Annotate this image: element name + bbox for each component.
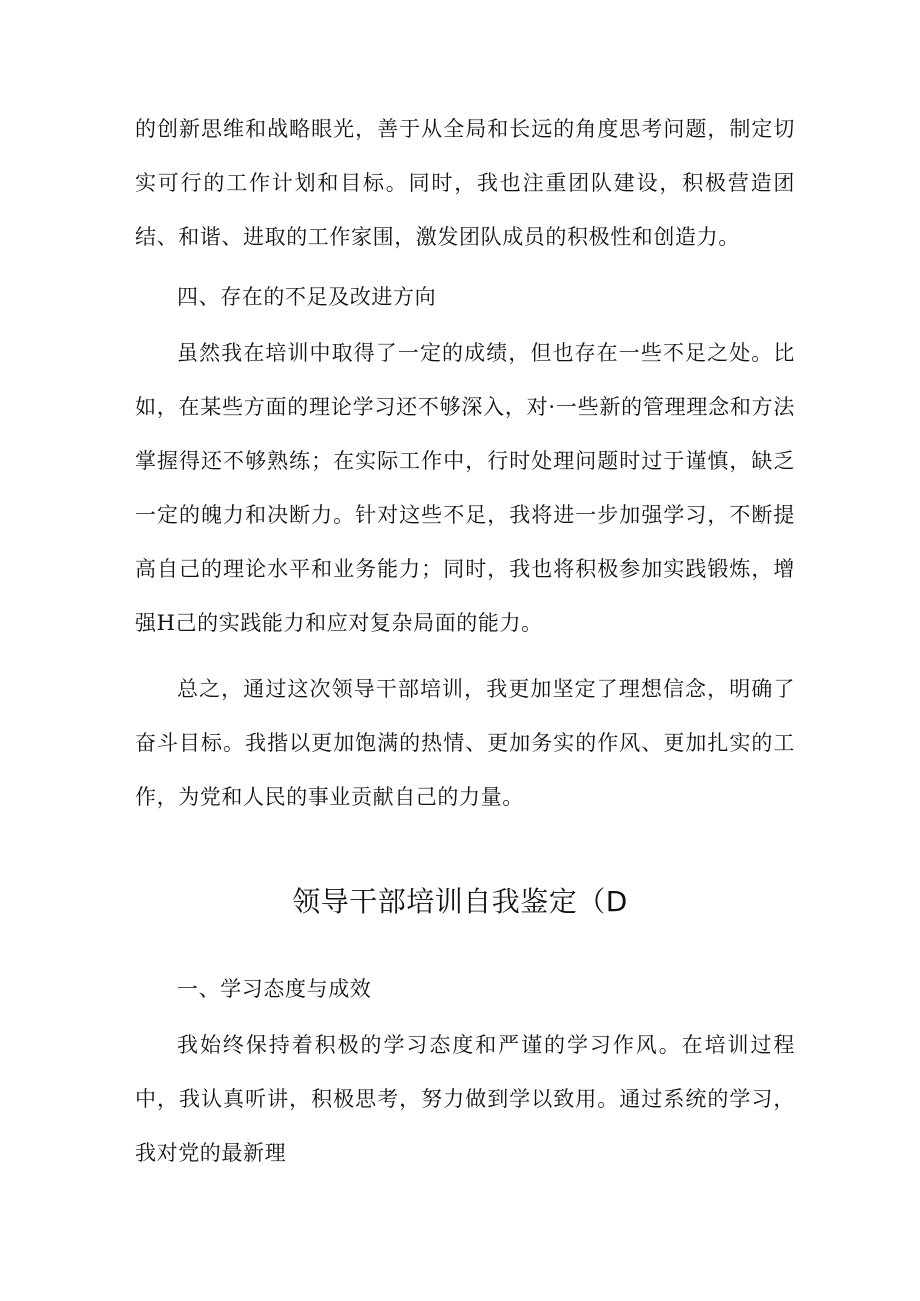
- section-heading-study-attitude: 一、学习态度与成效: [177, 977, 372, 1001]
- conclusion-paragraph: 总之，通过这次领导干部培训，我更加坚定了理想信念，明确了奋斗目标。我揩以更加饱满的热情、更加务实的作风、更加扎实的工作，为党和人民的事业贡献自己的力量。: [135, 677, 795, 809]
- study-attitude-paragraph: 我始终保持着积极的学习态度和严谨的学习作风。在培训过程中，我认真听讲，积极思考，努力做到学以致用。通过系统的学习，我对党的最新理: [135, 1033, 795, 1165]
- shortcomings-paragraph: 虽然我在培训中取得了一定的成绩，但也存在一些不足之处。比如，在某些方面的理论学习还不够深入，对·一些新的管理理念和方法掌握得还不够熟练；在实际工作中，行时处理问题时过于谨慎，缺乏一定的魄力和决断力。针对这些不足，我将进一步加强学习，不断提高自己的理论水平和业务能力；同时，我也将积极参加实践锻炼，增强H己的实践能力和应对复杂局面的能力。: [135, 341, 795, 635]
- section-heading-shortcomings: 四、存在的不足及改进方向: [177, 285, 437, 309]
- document-title: 领导干部培训自我鉴定（D: [292, 885, 628, 918]
- continuation-paragraph: 的创新思维和战略眼光，善于从全局和长远的角度思考问题，制定切实可行的工作计划和目标。同时，我也注重团队建设，积极营造团结、和谐、进取的工作家围，激发团队成员的积极性和创造力。: [135, 117, 795, 249]
